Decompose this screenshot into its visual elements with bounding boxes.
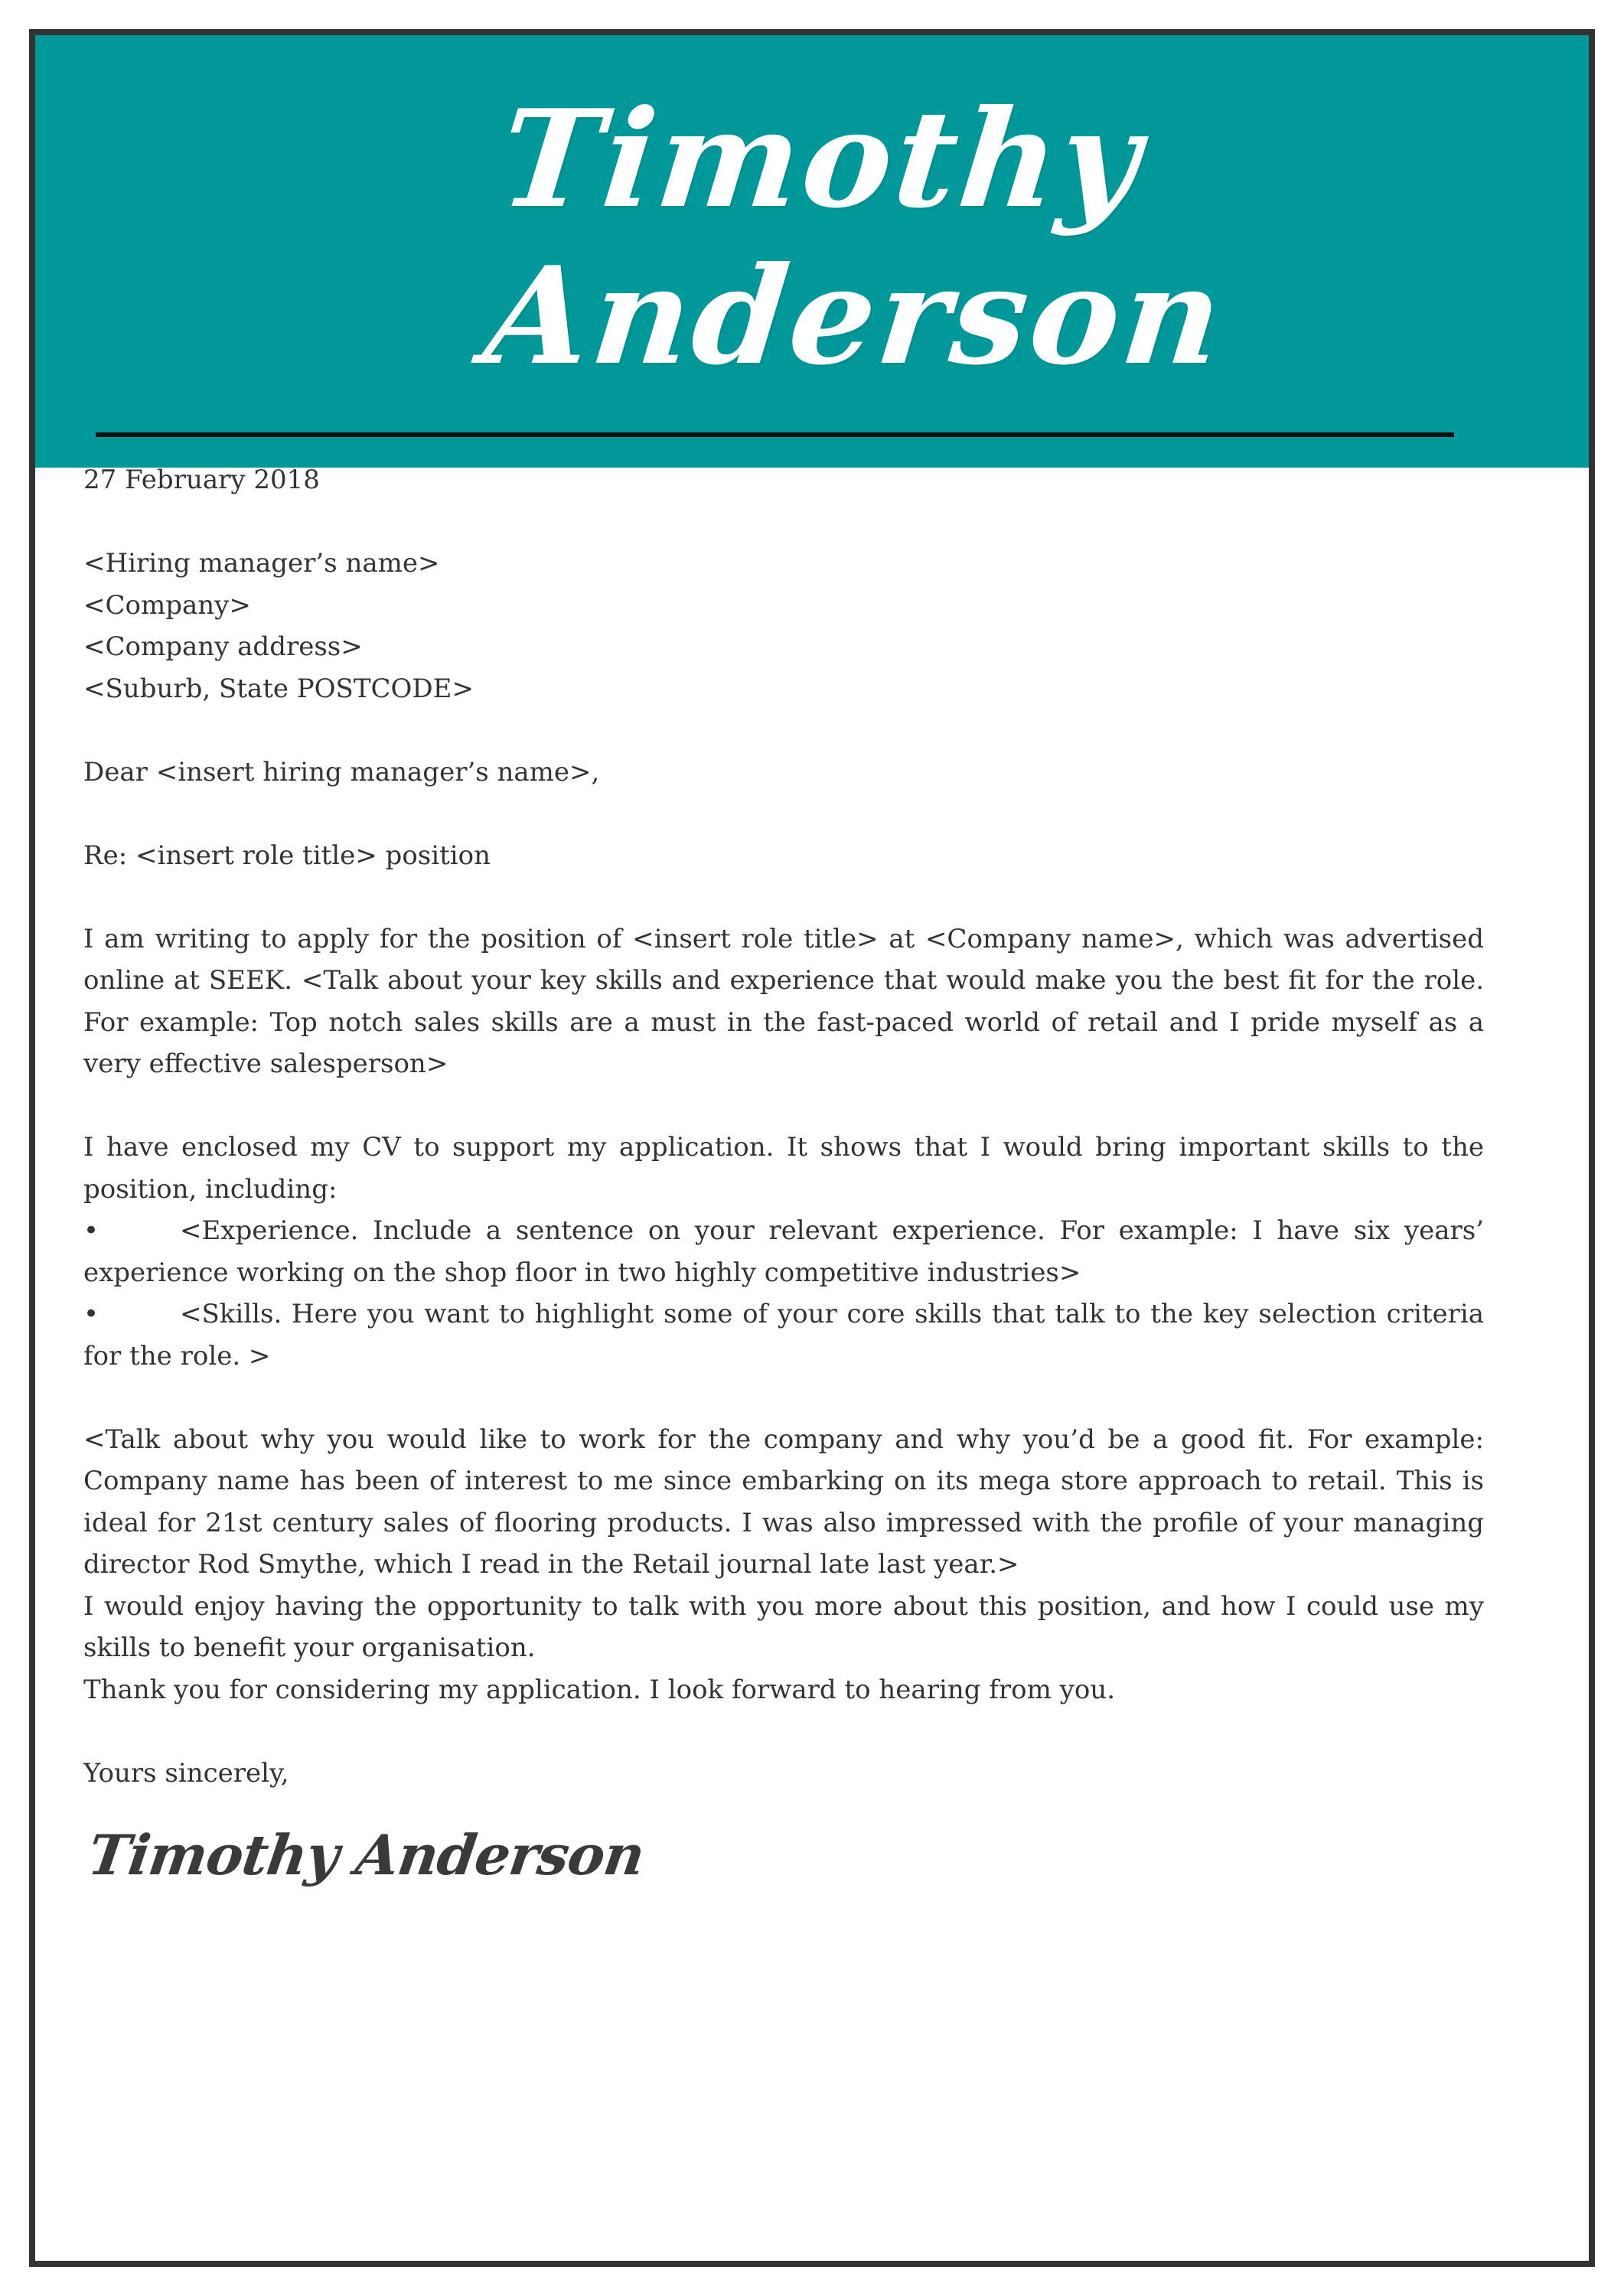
- letter-date: 27 February 2018: [83, 465, 320, 495]
- paragraph-company-fit: <Talk about why you would like to work for the company and why you’d be a good fit. For example: Company name has been of interest to me since embarking on its mega store approach to retail. This is ideal for 21st century sales of flooring products. I was also impressed with the profile of your managing director Rod Smythe, which I read in the Retail journal late last year.>: [83, 1424, 1484, 1580]
- paragraph-cv: I have enclosed my CV to support my application. It shows that I would bring important skills to the position, including:: [83, 1132, 1484, 1205]
- header-name: [29, 35, 1595, 468]
- header-last-name: Anderson: [478, 238, 1232, 395]
- recipient-address: <Company address>: [83, 631, 363, 662]
- paragraph-opportunity: I would enjoy having the opportunity to talk with you more about this position, and how I could use my skills to benefit your organisation.: [83, 1590, 1484, 1663]
- bullet-text: <Experience. Include a sentence on your relevant experience. For example: I have six years’ experience working on the shop floor in two highly competitive industries>: [83, 1215, 1484, 1288]
- bullet-marker: •: [83, 1299, 99, 1329]
- signature: Timothy Anderson: [84, 1822, 648, 1887]
- salutation: Dear <insert hiring manager’s name>,: [83, 756, 600, 788]
- recipient-name: <Hiring manager’s name>: [83, 548, 440, 579]
- subject-line: Re: <insert role title> position: [83, 840, 491, 871]
- bullet-item: [83, 1210, 1484, 1293]
- letter-body: [83, 459, 1484, 1893]
- paragraph-intro: I am writing to apply for the position of <insert role title> at <Company name>, which was advertised online at SEEK. <Talk about your key skills and experience that would make you the best fit for the role. For example: Top notch sales skills are a must in the fast-paced world of retail and I pride myself as a very effective salesperson>: [83, 923, 1484, 1079]
- bullet-item: [83, 1293, 1484, 1377]
- bullet-marker: •: [83, 1215, 99, 1246]
- recipient-suburb: <Suburb, State POSTCODE>: [83, 673, 474, 704]
- paragraph-thanks: Thank you for considering my application. I look forward to hearing from you.: [83, 1674, 1116, 1705]
- header-first-name: Timothy: [493, 81, 1150, 238]
- bullet-text: <Skills. Here you want to highlight some of your core skills that talk to the key selection criteria for the role. >: [83, 1299, 1484, 1371]
- header-divider: [96, 432, 1454, 437]
- recipient-company: <Company>: [83, 589, 251, 621]
- closing: Yours sincerely,: [83, 1757, 289, 1789]
